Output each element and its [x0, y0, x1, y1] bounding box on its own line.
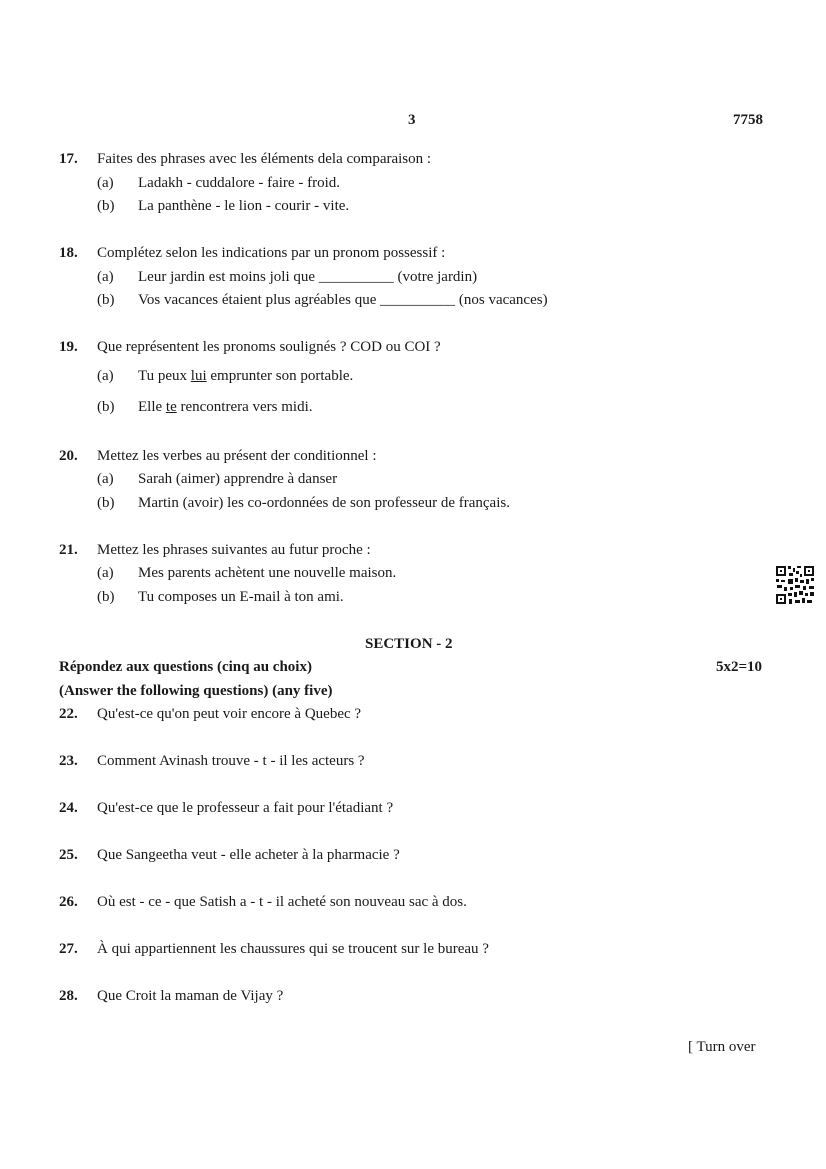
option-text: Mes parents achètent une nouvelle maison. — [138, 565, 397, 581]
section-title: SECTION - 2 — [365, 636, 453, 652]
paper-code: 7758 — [733, 112, 763, 128]
option-text: Leur jardin est moins joli que __________ (votre jardin) — [138, 269, 478, 285]
option-label: (b) — [97, 292, 115, 308]
question-text: Faites des phrases avec les éléments dela comparaison : — [97, 151, 432, 167]
question-number: 17. — [59, 151, 78, 167]
option-label: (b) — [97, 495, 115, 511]
question-text: Que représentent les pronoms soulignés ? COD ou COI ? — [97, 339, 441, 355]
option-text: La panthène - le lion - courir - vite. — [138, 198, 350, 214]
question-text: Où est - ce - que Satish a - t - il acheté son nouveau sac à dos. — [97, 894, 467, 910]
question-number: 21. — [59, 542, 78, 558]
option-label: (a) — [97, 269, 114, 285]
question-number: 19. — [59, 339, 78, 355]
option-text: Martin (avoir) les co-ordonnées de son professeur de français. — [138, 495, 510, 511]
question-number: 20. — [59, 448, 78, 464]
question-number: 25. — [59, 847, 78, 863]
question-number: 24. — [59, 800, 78, 816]
question-text: Complétez selon les indications par un pronom possessif : — [97, 245, 446, 261]
underlined-pronoun: te — [165, 399, 177, 415]
page-number: 3 — [408, 112, 416, 128]
question-number: 28. — [59, 988, 78, 1004]
qr-code-icon — [775, 565, 815, 605]
question-number: 27. — [59, 941, 78, 957]
option-label: (b) — [97, 589, 115, 605]
option-text: Tu composes un E-mail à ton ami. — [138, 589, 344, 605]
option-label: (b) — [97, 198, 115, 214]
question-number: 18. — [59, 245, 78, 261]
section-instruction-english: (Answer the following questions) (any five) — [59, 683, 333, 699]
option-text: Tu peux lui emprunter son portable. — [138, 368, 354, 384]
question-text: Que Sangeetha veut - elle acheter à la pharmacie ? — [97, 847, 400, 863]
question-text: Mettez les verbes au présent der conditionnel : — [97, 448, 377, 464]
option-label: (a) — [97, 471, 114, 487]
question-text: Que Croit la maman de Vijay ? — [97, 988, 284, 1004]
option-text: Sarah (aimer) apprendre à danser — [138, 471, 338, 487]
question-text: Qu'est-ce qu'on peut voir encore à Quebec ? — [97, 706, 362, 722]
question-text: Mettez les phrases suivantes au futur proche : — [97, 542, 371, 558]
option-label: (a) — [97, 368, 114, 384]
option-label: (a) — [97, 175, 114, 191]
question-text: Qu'est-ce que le professeur a fait pour l'étadiant ? — [97, 800, 394, 816]
section-marks: 5x2=10 — [716, 659, 763, 675]
question-text: Comment Avinash trouve - t - il les acteurs ? — [97, 753, 365, 769]
section-instruction: Répondez aux questions (cinq au choix) — [59, 659, 312, 675]
option-label: (b) — [97, 399, 115, 415]
question-number: 23. — [59, 753, 78, 769]
question-number: 26. — [59, 894, 78, 910]
question-text: À qui appartiennent les chaussures qui se troucent sur le bureau ? — [97, 941, 489, 957]
turn-over-note: [ Turn over — [688, 1039, 756, 1055]
underlined-pronoun: lui — [190, 368, 207, 384]
option-text: Elle te rencontrera vers midi. — [138, 399, 313, 415]
option-text: Vos vacances étaient plus agréables que __________ (nos vacances) — [138, 292, 548, 308]
option-label: (a) — [97, 565, 114, 581]
question-number: 22. — [59, 706, 78, 722]
option-text: Ladakh - cuddalore - faire - froid. — [138, 175, 340, 191]
